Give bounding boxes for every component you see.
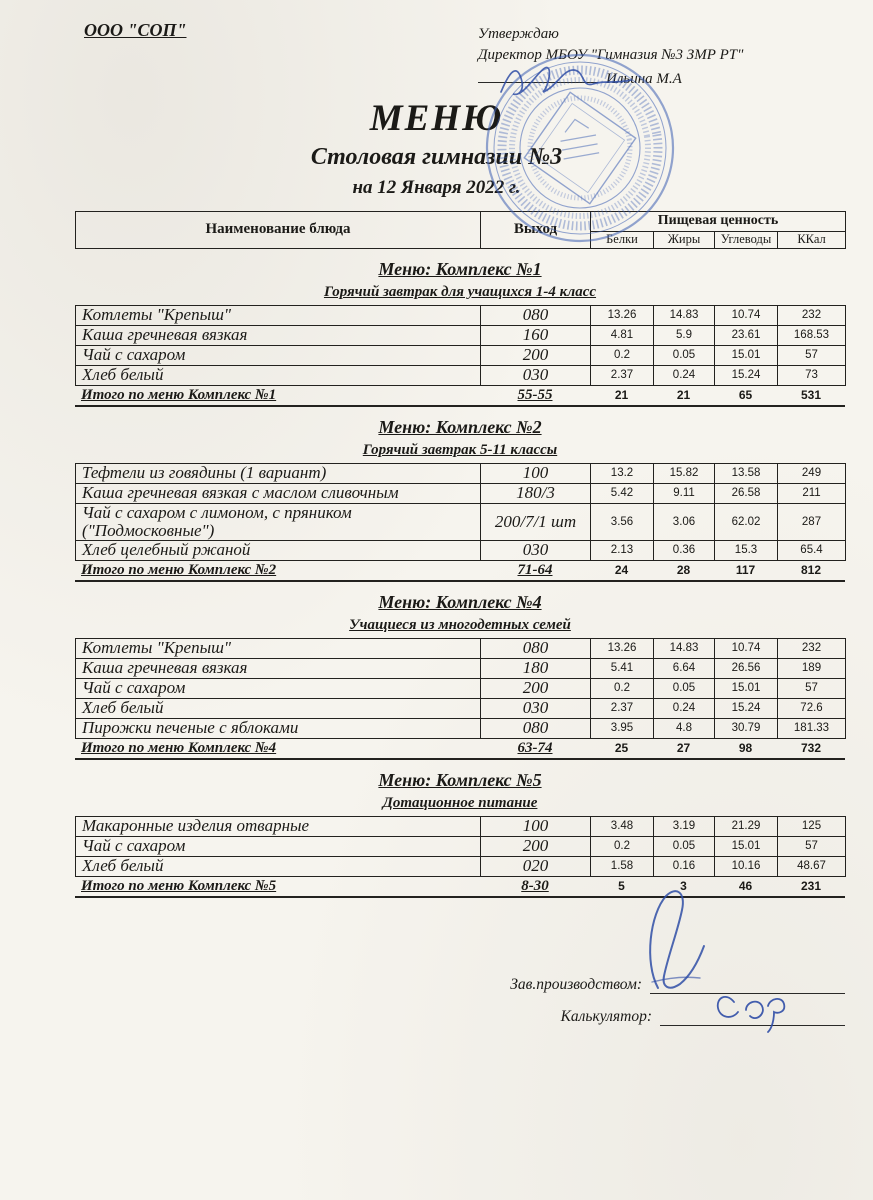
output-cell: 200 (481, 345, 591, 365)
nutrition-cell: 73 (778, 365, 846, 385)
nutrition-cell: 57 (778, 345, 846, 365)
total-row (75, 561, 845, 581)
table-row (76, 305, 846, 325)
nutrition-cell: 6.64 (654, 658, 715, 678)
nutrition-cell: 65.4 (778, 540, 846, 560)
nutrition-cell: 0.05 (654, 345, 715, 365)
nutrition-cell: 0.05 (654, 836, 715, 856)
total-nutrition-cell: 732 (800, 741, 822, 756)
table-row (76, 325, 846, 345)
section-subtitle: Дотационное питание (382, 794, 538, 811)
nutrition-cell: 0.2 (591, 678, 654, 698)
section-total-row (75, 561, 845, 582)
column-header-carbs: Углеводы (715, 231, 778, 248)
menu-section (75, 417, 845, 582)
nutrition-cell: 232 (778, 638, 846, 658)
dish-name-cell: Каша гречневая вязкая с маслом сливочным (76, 483, 481, 503)
total-nutrition-cell: 28 (676, 563, 691, 578)
menu-section (75, 770, 845, 898)
table-row (76, 658, 846, 678)
total-nutrition-cell: 24 (614, 563, 629, 578)
column-header-dish-name: Наименование блюда (76, 211, 481, 248)
nutrition-cell: 23.61 (715, 325, 778, 345)
dish-name-cell: Хлеб белый (76, 698, 481, 718)
signature-line (660, 1012, 845, 1026)
column-header-kcal: ККал (778, 231, 846, 248)
nutrition-cell: 57 (778, 678, 846, 698)
nutrition-cell: 15.01 (715, 345, 778, 365)
approve-line-2: Директор МБОУ "Гимназия №3 ЗМР РТ" (478, 47, 744, 63)
calculator-signature-row (75, 1008, 845, 1026)
nutrition-cell: 0.24 (654, 698, 715, 718)
total-nutrition-cell: 117 (735, 563, 756, 578)
table-row (76, 638, 846, 658)
document-header (0, 0, 873, 100)
nutrition-cell: 15.24 (715, 365, 778, 385)
menu-table (75, 305, 846, 386)
nutrition-cell: 26.56 (715, 658, 778, 678)
dish-name-cell: Хлеб белый (76, 365, 481, 385)
approver-name: Ильина М.А (606, 71, 682, 87)
approval-block (478, 24, 743, 90)
approve-line-1: Утверждаю (478, 26, 559, 42)
total-nutrition-cell: 27 (676, 741, 691, 756)
nutrition-cell: 211 (778, 483, 846, 503)
nutrition-cell: 0.24 (654, 365, 715, 385)
output-cell: 080 (481, 638, 591, 658)
total-nutrition-cell: 231 (800, 879, 822, 894)
table-row (76, 856, 846, 876)
section-subtitle: Горячий завтрак 5-11 классы (362, 441, 558, 458)
dish-name-cell: Чай с сахаром (76, 345, 481, 365)
document-title: МЕНЮ (369, 98, 504, 139)
menu-table (75, 638, 846, 739)
output-cell: 200 (481, 678, 591, 698)
document-date: на 12 Января 2022 г. (352, 176, 521, 198)
nutrition-cell: 13.58 (715, 463, 778, 483)
nutrition-cell: 3.06 (654, 503, 715, 540)
nutrition-cell: 3.48 (591, 816, 654, 836)
nutrition-cell: 62.02 (715, 503, 778, 540)
column-header-output: Выход (481, 211, 591, 248)
total-row (75, 739, 845, 759)
total-nutrition-cell: 46 (738, 879, 753, 894)
output-cell: 180 (481, 658, 591, 678)
nutrition-cell: 57 (778, 836, 846, 856)
nutrition-cell: 9.11 (654, 483, 715, 503)
nutrition-cell: 21.29 (715, 816, 778, 836)
dish-name-cell: Тефтели из говядины (1 вариант) (76, 463, 481, 483)
nutrition-cell: 30.79 (715, 718, 778, 738)
nutrition-cell: 15.01 (715, 836, 778, 856)
nutrition-header-table (75, 211, 846, 249)
total-nutrition-cell: 812 (800, 563, 822, 578)
output-cell: 200 (481, 836, 591, 856)
table-row (76, 836, 846, 856)
signature-line (478, 69, 598, 83)
dish-name-cell: Каша гречневая вязкая (76, 658, 481, 678)
total-label: Итого по меню Комплекс №2 (81, 561, 277, 578)
section-subtitle: Горячий завтрак для учащихся 1-4 класс (323, 283, 597, 300)
nutrition-cell: 14.83 (654, 305, 715, 325)
total-nutrition-cell: 65 (738, 388, 753, 403)
total-nutrition-cell: 5 (618, 879, 625, 894)
nutrition-cell: 26.58 (715, 483, 778, 503)
nutrition-cell: 5.42 (591, 483, 654, 503)
nutrition-cell: 0.16 (654, 856, 715, 876)
nutrition-cell: 10.74 (715, 638, 778, 658)
table-row (76, 698, 846, 718)
table-row (76, 816, 846, 836)
output-cell: 080 (481, 718, 591, 738)
output-cell: 200/7/1 шт (481, 503, 591, 540)
section-total-row (75, 386, 845, 407)
nutrition-cell: 168.53 (778, 325, 846, 345)
nutrition-cell: 72.6 (778, 698, 846, 718)
nutrition-cell: 15.01 (715, 678, 778, 698)
total-row (75, 386, 845, 406)
nutrition-cell: 13.2 (591, 463, 654, 483)
nutrition-cell: 10.74 (715, 305, 778, 325)
nutrition-cell: 189 (778, 658, 846, 678)
table-row (76, 540, 846, 560)
output-cell: 180/3 (481, 483, 591, 503)
total-nutrition-cell: 21 (614, 388, 629, 403)
nutrition-cell: 3.19 (654, 816, 715, 836)
column-header-fat: Жиры (654, 231, 715, 248)
menu-table (75, 816, 846, 877)
nutrition-cell: 249 (778, 463, 846, 483)
dish-name-cell: Чай с сахаром (76, 678, 481, 698)
approve-signature-line (478, 69, 743, 90)
signature-line (650, 980, 845, 994)
section-title: Меню: Комплекс №4 (378, 591, 542, 612)
nutrition-cell: 15.24 (715, 698, 778, 718)
document-footer (75, 962, 845, 1026)
total-label: Итого по меню Комплекс №4 (81, 739, 277, 756)
output-cell: 160 (481, 325, 591, 345)
manager-label: Зав.производством: (510, 976, 642, 993)
output-cell: 100 (481, 463, 591, 483)
column-header-nutrition-group: Пищевая ценность (591, 211, 846, 231)
total-nutrition-cell: 21 (676, 388, 691, 403)
manager-signature-row (75, 976, 845, 994)
nutrition-cell: 2.37 (591, 365, 654, 385)
total-output: 55-55 (517, 386, 553, 403)
dish-name-cell: Хлеб белый (76, 856, 481, 876)
dish-name-cell: Чай с сахаром с лимоном, с пряником ("Подмосковные") (76, 503, 481, 540)
nutrition-cell: 4.81 (591, 325, 654, 345)
section-title: Меню: Комплекс №2 (378, 416, 542, 437)
table-row (76, 718, 846, 738)
dish-name-cell: Котлеты "Крепыш" (76, 305, 481, 325)
total-nutrition-cell: 25 (614, 741, 629, 756)
nutrition-cell: 10.16 (715, 856, 778, 876)
nutrition-cell: 13.26 (591, 305, 654, 325)
dish-name-cell: Хлеб целебный ржаной (76, 540, 481, 560)
nutrition-cell: 1.58 (591, 856, 654, 876)
output-cell: 030 (481, 698, 591, 718)
dish-name-cell: Котлеты "Крепыш" (76, 638, 481, 658)
nutrition-cell: 0.2 (591, 836, 654, 856)
dish-name-cell: Пирожки печеные с яблоками (76, 718, 481, 738)
section-total-row (75, 739, 845, 760)
table-row (76, 345, 846, 365)
org-name: ООО "СОП" (84, 20, 187, 40)
nutrition-cell: 48.67 (778, 856, 846, 876)
section-title: Меню: Комплекс №1 (378, 258, 542, 279)
total-nutrition-cell: 98 (738, 741, 753, 756)
menu-sections (75, 259, 845, 898)
total-row (75, 877, 845, 897)
dish-name-cell: Макаронные изделия отварные (76, 816, 481, 836)
document-body (75, 211, 845, 898)
nutrition-cell: 0.05 (654, 678, 715, 698)
total-label: Итого по меню Комплекс №5 (81, 877, 277, 894)
menu-section (75, 592, 845, 760)
nutrition-cell: 181.33 (778, 718, 846, 738)
nutrition-cell: 3.56 (591, 503, 654, 540)
table-row (76, 678, 846, 698)
total-nutrition-cell: 3 (680, 879, 687, 894)
total-output: 63-74 (517, 739, 553, 756)
dish-name-cell: Чай с сахаром (76, 836, 481, 856)
section-total-row (75, 877, 845, 898)
nutrition-cell: 125 (778, 816, 846, 836)
nutrition-cell: 2.37 (591, 698, 654, 718)
section-title: Меню: Комплекс №5 (378, 769, 542, 790)
nutrition-cell: 0.2 (591, 345, 654, 365)
column-header-protein: Белки (591, 231, 654, 248)
nutrition-cell: 5.41 (591, 658, 654, 678)
menu-section (75, 259, 845, 407)
header-row-top (76, 211, 846, 231)
menu-table (75, 463, 846, 561)
section-subtitle: Учащиеся из многодетных семей (349, 616, 571, 633)
nutrition-cell: 15.82 (654, 463, 715, 483)
nutrition-cell: 3.95 (591, 718, 654, 738)
output-cell: 030 (481, 540, 591, 560)
nutrition-cell: 4.8 (654, 718, 715, 738)
table-row (76, 483, 846, 503)
dish-name-cell: Каша гречневая вязкая (76, 325, 481, 345)
table-row (76, 365, 846, 385)
total-nutrition-cell: 531 (800, 388, 822, 403)
output-cell: 100 (481, 816, 591, 836)
total-output: 71-64 (517, 561, 553, 578)
nutrition-cell: 15.3 (715, 540, 778, 560)
nutrition-cell: 5.9 (654, 325, 715, 345)
output-cell: 080 (481, 305, 591, 325)
nutrition-cell: 14.83 (654, 638, 715, 658)
output-cell: 030 (481, 365, 591, 385)
nutrition-cell: 13.26 (591, 638, 654, 658)
table-row (76, 503, 846, 540)
nutrition-cell: 232 (778, 305, 846, 325)
nutrition-cell: 2.13 (591, 540, 654, 560)
table-row (76, 463, 846, 483)
total-output: 8-30 (521, 877, 549, 894)
calculator-label: Калькулятор: (560, 1008, 652, 1025)
nutrition-cell: 287 (778, 503, 846, 540)
output-cell: 020 (481, 856, 591, 876)
nutrition-cell: 0.36 (654, 540, 715, 560)
total-label: Итого по меню Комплекс №1 (81, 386, 277, 403)
document-subtitle: Столовая гимназии №3 (310, 143, 563, 170)
